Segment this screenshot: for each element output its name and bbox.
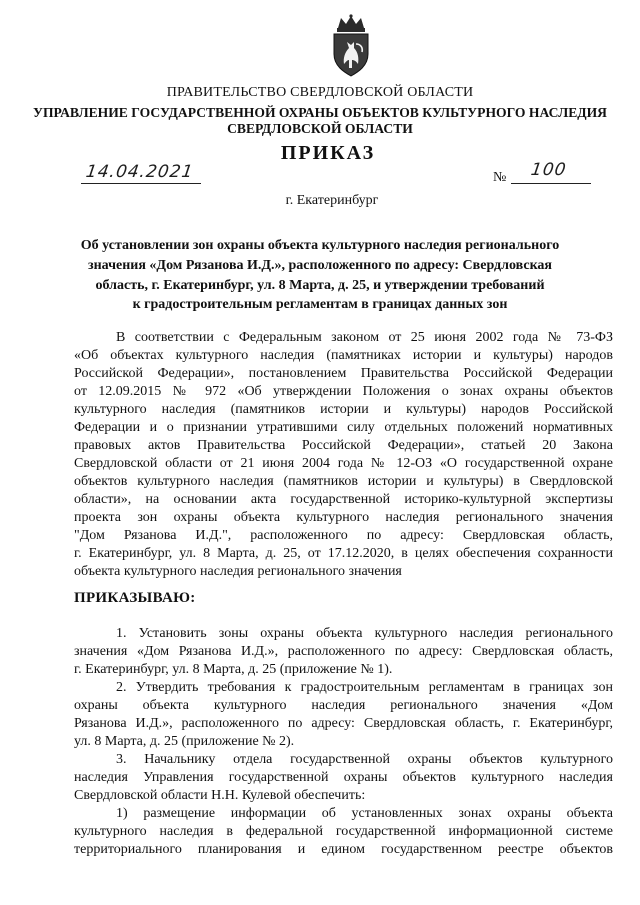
preamble-line: «Об объектах культурного наследия (памятниках истории и культуры) народов: [74, 348, 613, 363]
order-item-line: ул. 8 Марта, д. 25 (приложение № 2).: [74, 734, 295, 749]
order-item-line: 3. Начальнику отдела государственной охраны объектов культурного: [116, 752, 613, 767]
preamble-line: от 12.09.2015 № 972 «Об утверждении Положения о зонах охраны объектов: [74, 384, 613, 399]
order-item-line: г. Екатеринбург, ул. 8 Марта, д. 25 (приложение № 1).: [74, 662, 393, 677]
document-title-line: значения «Дом Рязанова И.Д.», расположенного по адресу: Свердловская: [87, 258, 553, 273]
preamble-line: В соответствии с Федеральным законом от 25 июня 2002 года № 73-ФЗ: [116, 330, 613, 345]
department-name-line-1: УПРАВЛЕНИЕ ГОСУДАРСТВЕННОЙ ОХРАНЫ ОБЪЕКТОВ КУЛЬТУРНОГО НАСЛЕДИЯ: [32, 105, 608, 120]
preamble-line: проекта зон охраны объекта культурного наследия регионального значения: [74, 510, 613, 525]
number-underline: [511, 183, 591, 184]
order-item-line: Рязанова И.Д.», расположенного по адресу: Свердловская область, г. Екатеринбург,: [74, 716, 613, 731]
order-item-line: охраны объекта культурного наследия регионального значения «Дом: [74, 698, 613, 713]
order-item-line: 2. Утвердить требования к градостроительным регламентам в границах зон: [116, 680, 613, 695]
orders-heading: ПРИКАЗЫВАЮ:: [74, 590, 196, 606]
order-item-line: наследия Управления государственной охраны объектов культурного наследия: [74, 770, 613, 785]
city: г. Екатеринбург: [285, 193, 379, 208]
preamble-line: культурного наследия (памятников истории и культуры) народов Российской: [74, 402, 613, 417]
preamble-line: Российской Федерации», постановлением Правительства Российской Федерации: [74, 366, 613, 381]
preamble-line: Федерации и о признании утратившими силу отдельных положений нормативных: [74, 420, 613, 435]
handwritten-date: 14.04.2021: [84, 162, 195, 182]
preamble-line: Свердловской области от 21 июня 2004 года № 12-ОЗ «О государственной охране: [74, 456, 613, 471]
order-item-line: Свердловской области Н.Н. Кулевой обеспечить:: [74, 788, 366, 803]
document-title-line: Об установлении зон охраны объекта культурного наследия регионального: [80, 238, 560, 253]
document-type: ПРИКАЗ: [280, 142, 376, 164]
preamble-line: "Дом Рязанова И.Д.", расположенного по адресу: Свердловская область,: [74, 528, 613, 543]
order-subitem-line: территориального планирования и едином государственном реестре объектов: [74, 842, 613, 857]
date-underline: [81, 183, 201, 184]
department-name-line-2: СВЕРДЛОВСКОЙ ОБЛАСТИ: [227, 121, 413, 136]
handwritten-number: 100: [529, 160, 568, 180]
order-subitem-line: культурного наследия в федеральной государственной информационной системе: [74, 824, 613, 839]
order-item-line: 1. Установить зоны охраны объекта культурного наследия регионального: [116, 626, 613, 641]
document-title-line: область, г. Екатеринбург, ул. 8 Марта, д. 25, и утверждении требований: [95, 278, 545, 293]
preamble-line: правовых актов Правительства Российской Федерации», статьей 20 Закона: [74, 438, 613, 453]
government-name: ПРАВИТЕЛЬСТВО СВЕРДЛОВСКОЙ ОБЛАСТИ: [166, 85, 474, 100]
preamble-line: г. Екатеринбург, ул. 8 Марта, д. 25, от 17.12.2020, в целях обеспечения сохранности: [74, 546, 613, 561]
number-sign: №: [493, 170, 507, 185]
order-item-line: значения «Дом Рязанова И.Д.», расположенного по адресу: Свердловская область,: [74, 644, 613, 659]
document-title-line: к градостроительным регламентам в границах данных зон: [132, 297, 508, 312]
preamble-line: области», на основании акта государственной историко-культурной экспертизы: [74, 492, 613, 507]
coat-of-arms-icon: [328, 14, 374, 78]
order-subitem-line: 1) размещение информации об установленных зонах охраны объекта: [116, 806, 613, 821]
preamble-line: объекта культурного наследия регионального значения: [74, 564, 402, 579]
preamble-line: объектов культурного наследия (памятников истории и культуры) в Свердловской: [74, 474, 613, 489]
